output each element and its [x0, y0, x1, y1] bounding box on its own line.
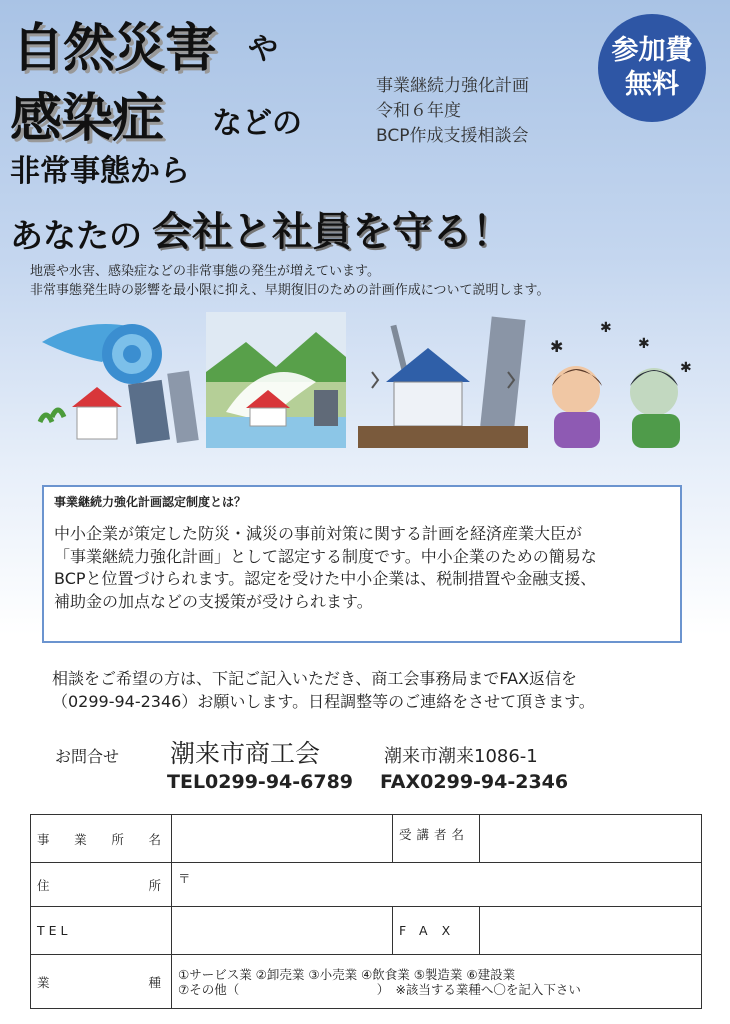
svg-text:✱: ✱ [550, 337, 564, 356]
attendee-name-field[interactable] [480, 815, 702, 863]
application-form [30, 814, 702, 1009]
contact-fax: FAX0299-94-2346 [380, 771, 569, 793]
info-box-body [54, 523, 597, 613]
contact-label: お問合せ [55, 747, 120, 766]
contact-tel: TEL0299-94-6789 [167, 771, 354, 793]
headline-infection: 感染症 [10, 89, 164, 149]
svg-text:✱: ✱ [680, 360, 692, 376]
note-line-1: 相談をご希望の方は、下記ご記入いただき、商工会事務局までFAX返信を [52, 669, 578, 688]
office-name-field[interactable] [172, 815, 393, 863]
info-box-title: 事業継続力強化計画認定制度とは？ [54, 495, 247, 509]
intro-text [30, 262, 549, 300]
info-line-2: 「事業継続力強化計画」として認定する制度です。中小企業のための簡易な [54, 546, 597, 566]
typhoon-illustration [32, 312, 202, 448]
intro-line-1: 地震や水害、感染症などの非常事態の発生が増えています。 [30, 264, 380, 279]
contact-org-name: 潮来市商工会 [170, 739, 321, 768]
svg-text:✱: ✱ [600, 320, 612, 336]
sick-people-illustration [540, 312, 700, 448]
headline-anatano: あなたの [10, 216, 142, 255]
plan-line-3: BCP作成支援相談会 [376, 126, 529, 146]
intro-line-2: 非常事態発生時の影響を最小限に抑え、早期復旧のための計画作成について説明します。 [30, 283, 550, 298]
free-badge [598, 14, 706, 122]
plan-line-1: 事業継続力強化計画 [376, 76, 529, 96]
svg-text:✱: ✱ [638, 336, 650, 352]
badge-line-2: 無料 [625, 69, 679, 100]
application-note [52, 667, 595, 713]
headline-emergency: 非常事態から [10, 154, 190, 189]
address-field[interactable] [172, 863, 702, 907]
headline-protect: 会社と社員を守る！ [152, 209, 512, 255]
earthquake-illustration [358, 312, 528, 448]
flood-illustration [206, 312, 346, 448]
industry-field[interactable] [172, 955, 702, 1009]
fax-field[interactable] [480, 907, 702, 955]
system-info-box [42, 485, 682, 643]
attendee-name-label: 受講者名 [393, 815, 480, 863]
plan-title [376, 74, 529, 149]
info-line-1: 中小企業が策定した防災・減災の事前対策に関する計画を経済産業大臣が [54, 524, 583, 543]
address-label: 住所 [31, 863, 172, 907]
office-name-label: 事業所名 [31, 815, 172, 863]
industry-options-line-2: ⑦その他（ ） ※該当する業種へ〇を記入下さい [178, 981, 581, 997]
fax-label: FAX [393, 907, 480, 955]
tel-label: TEL [31, 907, 172, 955]
tel-field[interactable] [172, 907, 393, 955]
industry-label: 業種 [31, 955, 172, 1009]
note-line-2: （0299-94-2346）お願いします。日程調整等のご連絡をさせて頂きます。 [52, 692, 595, 711]
contact-address: 潮来市潮来1086-1 [384, 746, 538, 767]
headline-ya: や [248, 32, 278, 67]
info-line-3: BCPと位置づけられます。認定を受けた中小企業は、税制措置や金融支援、 [54, 569, 597, 588]
info-line-4: 補助金の加点などの支援策が受けられます。 [54, 591, 373, 611]
industry-options-line-1: ①サービス業 ②卸売業 ③小売業 ④飲食業 ⑤製造業 ⑥建設業 [178, 966, 516, 982]
plan-line-2: 令和６年度 [376, 101, 461, 121]
headline-disaster: 自然災害 [12, 19, 217, 79]
headline-nado: などの [212, 106, 302, 141]
badge-line-1: 参加費 [611, 35, 693, 66]
postal-mark: 〒 [178, 871, 191, 886]
